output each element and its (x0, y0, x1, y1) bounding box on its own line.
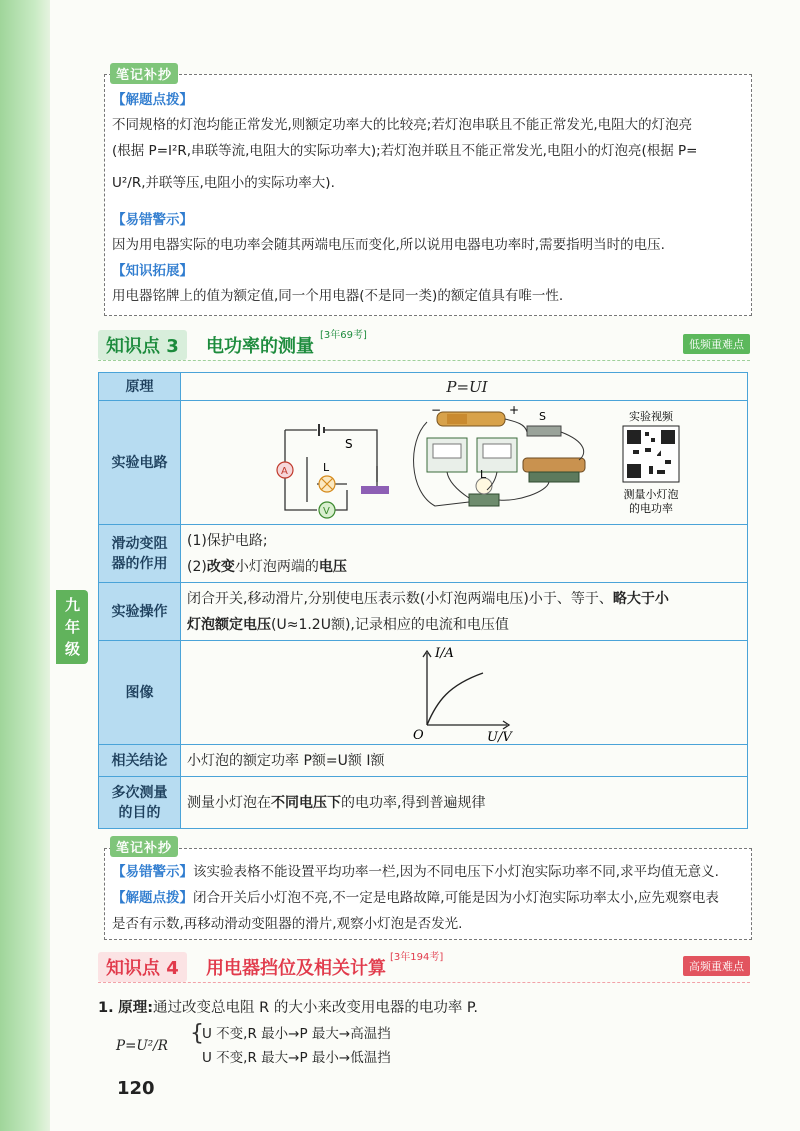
qr-code-icon (623, 426, 679, 482)
tip-line-3: U²/R,并联等压,电阻小的实际功率大). (112, 175, 335, 191)
purpose-a: 测量小灯泡在 (187, 794, 271, 811)
qr-title: 实验视频 (629, 409, 673, 423)
y-axis-label: I/A (435, 645, 454, 661)
rheostat-line-2b: 改变 (206, 558, 235, 575)
operation-line-1c: 小 (654, 590, 669, 607)
operation-line-1b: 略大于 (612, 590, 655, 607)
case-low: U 不变,R 最大→P 最小→低温挡 (202, 1050, 391, 1066)
rheostat-line-2d: 电压 (318, 558, 347, 575)
note2-tip-line-2: 是否有示数,再移动滑动变阻器的滑片,观察小灯泡是否发光. (112, 916, 463, 932)
rheostat-line-2 (187, 554, 747, 580)
rheostat-line-2c: 小灯泡两端的 (234, 558, 319, 575)
row-label-graph: 图像 (99, 641, 181, 745)
row-label-operation: 实验操作 (99, 583, 181, 641)
note2-mistake (112, 862, 719, 882)
svg-text:−: − (431, 402, 442, 417)
kp3-title: 电功率的测量 (206, 336, 314, 357)
principle-text: 通过改变总电阻 R 的大小来改变用电器的电功率 P. (153, 1000, 479, 1016)
note2-tip (112, 888, 719, 908)
row-label-rheostat-2: 器的作用 (111, 555, 168, 572)
page-number: 120 (117, 1078, 155, 1099)
kp3-frequency-badge: 低频重难点 (683, 334, 750, 354)
table-row (99, 401, 748, 525)
table-row (99, 777, 748, 829)
lamp-label-l: L (323, 460, 330, 474)
page-edge-strip (0, 0, 50, 1131)
purpose-b: 不同电压下 (271, 794, 341, 811)
kp4-frequency-badge: 高频重难点 (683, 956, 750, 976)
brace: { (190, 1021, 204, 1046)
principle-number: 1. (98, 1000, 114, 1016)
measurement-table (98, 372, 748, 829)
note2-tip-line-1: 闭合开关后小灯泡不亮,不一定是电路故障,可能是因为小灯泡实际功率太小,应先观察电表 (193, 890, 719, 906)
operation-content (181, 583, 748, 641)
row-label-circuit: 实验电路 (99, 401, 181, 525)
row-label-purpose (99, 777, 181, 829)
operation-line-1 (187, 586, 747, 612)
voltmeter-letter: V (323, 505, 330, 517)
qr-caption-1: 测量小灯泡 (623, 487, 679, 501)
tip-heading: 【解题点拨】 (112, 92, 193, 108)
svg-text:S: S (539, 409, 546, 423)
operation-line-2b: (U≈1.2U额) (271, 616, 351, 633)
purpose-content (181, 777, 748, 829)
row-label-purpose-1: 多次测量 (111, 784, 168, 801)
kp4-title: 用电器挡位及相关计算 (206, 958, 386, 979)
operation-line-2c: ,记录相应的电流和电压值 (350, 616, 509, 633)
rheostat-content (181, 525, 748, 583)
grade-tab (56, 590, 88, 664)
kp3-count: [3年69考] (320, 330, 367, 341)
note2-mistake-line: 该实验表格不能设置平均功率一栏,因为不同电压下小灯泡实际功率不同,求平均值无意义. (193, 864, 719, 880)
circuit-cell (181, 401, 748, 525)
note-tag-2: 笔记补抄 (110, 836, 178, 857)
table-row (99, 641, 748, 745)
origin-label: O (413, 727, 424, 743)
kp3-divider (98, 360, 750, 361)
schematic-circuit (285, 430, 377, 510)
rheostat-symbol (361, 486, 389, 494)
row-label-conclusion: 相关结论 (99, 745, 181, 777)
table-row (99, 373, 748, 401)
operation-line-2 (187, 612, 747, 638)
power-formula: P=U²/R (116, 1038, 168, 1054)
ext-heading: 【知识拓展】 (112, 263, 193, 279)
rheostat-line-1: (1)保护电路; (187, 532, 268, 549)
iu-curve (427, 673, 483, 725)
kp4-divider (98, 982, 750, 983)
row-label-rheostat (99, 525, 181, 583)
kp4-header (98, 952, 750, 982)
kp3-tag: 知识点 3 (98, 330, 187, 360)
graph-cell (181, 641, 748, 745)
mistake-heading: 【易错警示】 (112, 212, 193, 228)
svg-text:L: L (480, 467, 487, 481)
kp4-tag: 知识点 4 (98, 952, 187, 982)
principle-formula: P=UI (181, 373, 748, 401)
ext-line: 用电器铭牌上的值为额定值,同一个用电器(不是同一类)的额定值具有唯一性. (112, 288, 564, 304)
rheostat-line-2a: (2) (187, 558, 207, 575)
circuit-diagram (187, 402, 747, 524)
note-tag-1: 笔记补抄 (110, 63, 178, 84)
svg-text:+: + (509, 402, 520, 417)
table-row (99, 583, 748, 641)
note-box-1 (104, 74, 752, 316)
row-label-rheostat-1: 滑动变阻 (111, 535, 168, 552)
row-label-purpose-2: 的目的 (118, 804, 161, 821)
operation-line-1a: 闭合开关,移动滑片,分别使电压表示数(小灯泡两端电压)小于、等于、 (187, 590, 613, 607)
tip-line-1: 不同规格的灯泡均能正常发光,则额定功率大的比较亮;若灯泡串联且不能正常发光,电阻大的灯泡亮 (112, 117, 693, 133)
table-row (99, 745, 748, 777)
apparatus-illustration (414, 403, 585, 506)
grade-tab-label: 九年级 (65, 596, 81, 658)
principle-line (98, 998, 478, 1018)
purpose-c: 的电功率,得到普遍规律 (341, 794, 486, 811)
table-row (99, 525, 748, 583)
kp4-count: [3年194考] (390, 952, 444, 963)
kp3-header (98, 330, 750, 360)
x-axis-label: U/V (487, 729, 512, 743)
switch-label-s: S (345, 436, 353, 451)
mistake-line: 因为用电器实际的电功率会随其两端电压而变化,所以说用电器电功率时,需要指明当时的电压. (112, 237, 665, 253)
principle-heading: 原理: (118, 1000, 154, 1016)
qr-caption-2: 的电功率 (629, 501, 673, 515)
conclusion-content: 小灯泡的额定功率 P额=U额 I额 (181, 745, 748, 777)
ammeter-letter: A (281, 465, 288, 477)
note2-mistake-heading: 【易错警示】 (112, 864, 193, 880)
tip-line-2: (根据 P=I²R,串联等流,电阻大的实际功率大);若灯泡并联且不能正常发光,电阻小的灯泡亮(根据 P= (112, 143, 698, 159)
row-label-principle: 原理 (99, 373, 181, 401)
case-high: U 不变,R 最小→P 最大→高温挡 (202, 1026, 391, 1042)
iu-graph (187, 643, 747, 743)
note2-tip-heading: 【解题点拨】 (112, 890, 193, 906)
operation-line-2a: 灯泡额定电压 (187, 616, 271, 633)
